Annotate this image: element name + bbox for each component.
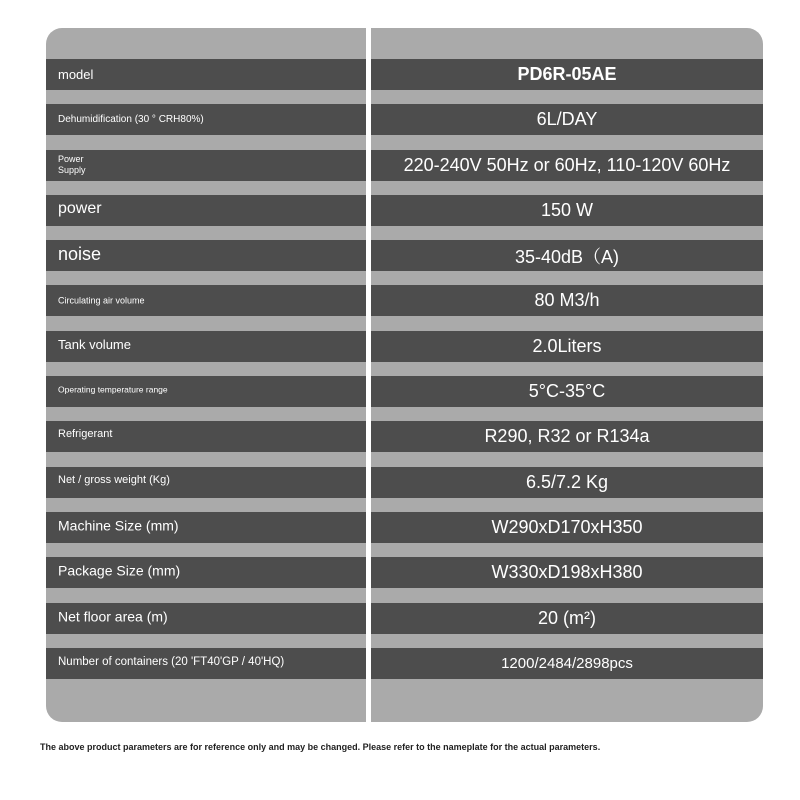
label-cell [46, 421, 366, 452]
row-value-operating-temperature: 5°C-35°C [371, 376, 763, 407]
table-row-air-volume [46, 285, 763, 316]
row-value-model: PD6R-05AE [371, 59, 763, 90]
table-row-package-size [46, 557, 763, 588]
row-value-power: 150 W [371, 195, 763, 226]
row-label-power: power [58, 199, 102, 217]
label-cell [46, 285, 366, 316]
spec-table-panel [46, 28, 763, 722]
row-label-package-size: Package Size (mm) [58, 562, 181, 579]
label-cell [46, 512, 366, 543]
table-row-weight [46, 467, 763, 498]
row-value-package-size: W330xD198xH380 [371, 557, 763, 588]
row-label-containers: Number of containers (20 'FT40'GP / 40'HQ) [58, 655, 285, 668]
row-label-power-supply: Power Supply [58, 153, 86, 176]
table-row-model [46, 59, 763, 90]
label-cell [46, 195, 366, 226]
row-value-floor-area: 20 (m²) [371, 603, 763, 634]
row-label-operating-temperature: Operating temperature range [58, 384, 168, 395]
table-row-operating-temperature [46, 376, 763, 407]
row-label-machine-size: Machine Size (mm) [58, 517, 179, 534]
table-row-refrigerant [46, 421, 763, 452]
label-cell [46, 240, 366, 271]
label-cell [46, 59, 366, 90]
row-value-power-supply: 220-240V 50Hz or 60Hz, 110-120V 60Hz [371, 150, 763, 181]
row-label-tank-volume: Tank volume [58, 336, 131, 352]
row-value-noise: 35-40dB（A) [371, 240, 763, 271]
row-label-model: model [58, 66, 94, 82]
row-label-noise: noise [58, 243, 102, 264]
row-value-machine-size: W290xD170xH350 [371, 512, 763, 543]
row-label-air-volume: Circulating air volume [58, 295, 145, 306]
row-label-dehumidification: Dehumidification (30 ° CRH80%) [58, 113, 204, 125]
table-row-dehumidification [46, 104, 763, 135]
row-value-dehumidification: 6L/DAY [371, 104, 763, 135]
spec-table [46, 59, 763, 693]
disclaimer-footnote: The above product parameters are for reference only and may be changed. Please refer to the nameplate for the actual parameters. [40, 742, 601, 752]
label-cell [46, 557, 366, 588]
table-row-power-supply [46, 150, 763, 181]
row-value-air-volume: 80 M3/h [371, 285, 763, 316]
table-row-floor-area [46, 603, 763, 634]
table-row-noise [46, 240, 763, 271]
row-value-refrigerant: R290, R32 or R134a [371, 421, 763, 452]
label-cell [46, 104, 366, 135]
row-value-tank-volume: 2.0Liters [371, 331, 763, 362]
row-value-containers: 1200/2484/2898pcs [371, 648, 763, 679]
label-cell [46, 648, 366, 679]
label-cell [46, 376, 366, 407]
label-cell [46, 150, 366, 181]
table-row-containers [46, 648, 763, 679]
row-label-weight: Net / gross weight (Kg) [58, 473, 170, 486]
label-cell [46, 603, 366, 634]
label-cell [46, 331, 366, 362]
table-row-power [46, 195, 763, 226]
table-row-machine-size [46, 512, 763, 543]
row-label-floor-area: Net floor area (m) [58, 607, 168, 624]
table-row-tank-volume [46, 331, 763, 362]
row-label-refrigerant: Refrigerant [58, 428, 113, 441]
row-value-weight: 6.5/7.2 Kg [371, 467, 763, 498]
label-cell [46, 467, 366, 498]
